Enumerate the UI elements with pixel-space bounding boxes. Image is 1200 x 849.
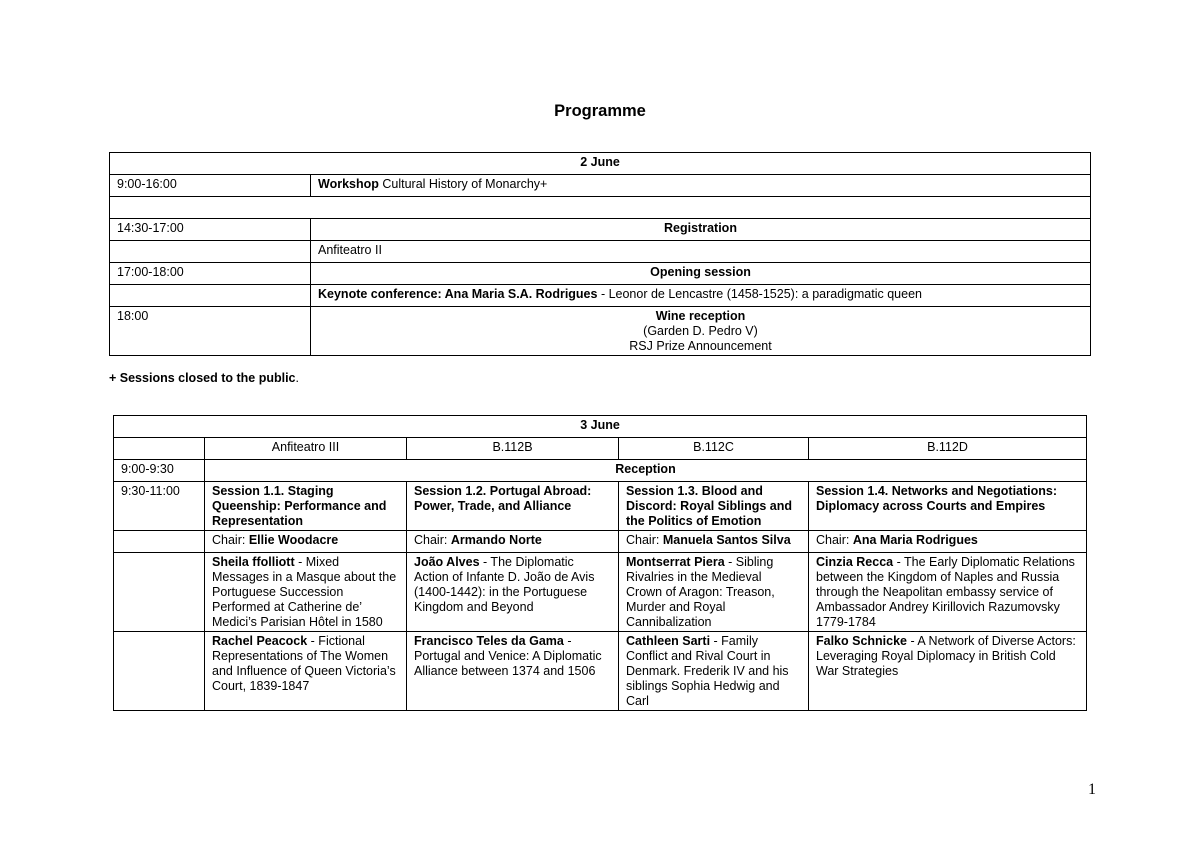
paper-cell: Francisco Teles da Gama - Portugal and Venice: A Diplomatic Alliance between 1374 and 1506	[407, 632, 619, 711]
time-cell-empty	[110, 241, 311, 263]
day-header: 3 June	[114, 416, 1087, 438]
session-title: Session 1.3. Blood and Discord: Royal Siblings and the Politics of Emotion	[619, 482, 809, 531]
room-header: Anfiteatro III	[205, 438, 407, 460]
time-cell: 18:00	[110, 307, 311, 356]
event-cell: Registration	[311, 219, 1091, 241]
room-header: B.112D	[809, 438, 1087, 460]
paper-cell: Cinzia Recca - The Early Diplomatic Relations between the Kingdom of Naples and Russia through the Neapolitan embassy service of Ambassador Andrey Kirillovich Razumovsky 1779-1784	[809, 553, 1087, 632]
paper-cell: Falko Schnicke - A Network of Diverse Actors: Leveraging Royal Diplomacy in British Cold War Strategies	[809, 632, 1087, 711]
location-cell: Anfiteatro II	[311, 241, 1091, 263]
blank-row	[110, 197, 1091, 219]
event-cell: Opening session	[311, 263, 1091, 285]
time-cell-empty	[110, 285, 311, 307]
session-title: Session 1.4. Networks and Negotiations: Diplomacy across Courts and Empires	[809, 482, 1087, 531]
session-chair: Chair: Manuela Santos Silva	[619, 531, 809, 553]
programme-table-2-june	[109, 152, 1091, 356]
time-cell-empty	[114, 531, 205, 553]
day-header: 2 June	[110, 153, 1091, 175]
paper-cell: João Alves - The Diplomatic Action of Infante D. João de Avis (1400-1442): in the Portuguese Kingdom and Beyond	[407, 553, 619, 632]
keynote-cell: Keynote conference: Ana Maria S.A. Rodrigues - Leonor de Lencastre (1458-1525): a paradigmatic queen	[311, 285, 1091, 307]
session-title: Session 1.1. Staging Queenship: Performance and Representation	[205, 482, 407, 531]
event-cell: Wine reception (Garden D. Pedro V) RSJ Prize Announcement	[311, 307, 1091, 356]
footnote: + Sessions closed to the public.	[109, 371, 299, 385]
page-number: 1	[1088, 781, 1096, 798]
page-title: Programme	[554, 102, 646, 120]
session-title: Session 1.2. Portugal Abroad: Power, Trade, and Alliance	[407, 482, 619, 531]
session-chair: Chair: Ana Maria Rodrigues	[809, 531, 1087, 553]
paper-cell: Montserrat Piera - Sibling Rivalries in the Medieval Crown of Aragon: Treason, Murder and Royal Cannibalization	[619, 553, 809, 632]
time-cell: 17:00-18:00	[110, 263, 311, 285]
session-chair: Chair: Armando Norte	[407, 531, 619, 553]
session-chair: Chair: Ellie Woodacre	[205, 531, 407, 553]
room-header: B.112C	[619, 438, 809, 460]
time-cell: 9:00-9:30	[114, 460, 205, 482]
event-cell: Workshop Cultural History of Monarchy+	[311, 175, 1091, 197]
paper-cell: Sheila ffolliott - Mixed Messages in a Masque about the Portuguese Succession Performed at Catherine de’ Medici’s Parisian Hôtel in 1580	[205, 553, 407, 632]
time-cell: 9:30-11:00	[114, 482, 205, 531]
room-header-empty	[114, 438, 205, 460]
room-header: B.112B	[407, 438, 619, 460]
time-cell: 14:30-17:00	[110, 219, 311, 241]
time-cell-empty	[114, 553, 205, 632]
paper-cell: Rachel Peacock - Fictional Representations of The Women and Influence of Queen Victoria’s Court, 1839-1847	[205, 632, 407, 711]
reception-cell: Reception	[205, 460, 1087, 482]
time-cell-empty	[114, 632, 205, 711]
time-cell: 9:00-16:00	[110, 175, 311, 197]
programme-table-3-june	[113, 415, 1087, 711]
paper-cell: Cathleen Sarti - Family Conflict and Rival Court in Denmark. Frederik IV and his siblings Sophia Hedwig and Carl	[619, 632, 809, 711]
